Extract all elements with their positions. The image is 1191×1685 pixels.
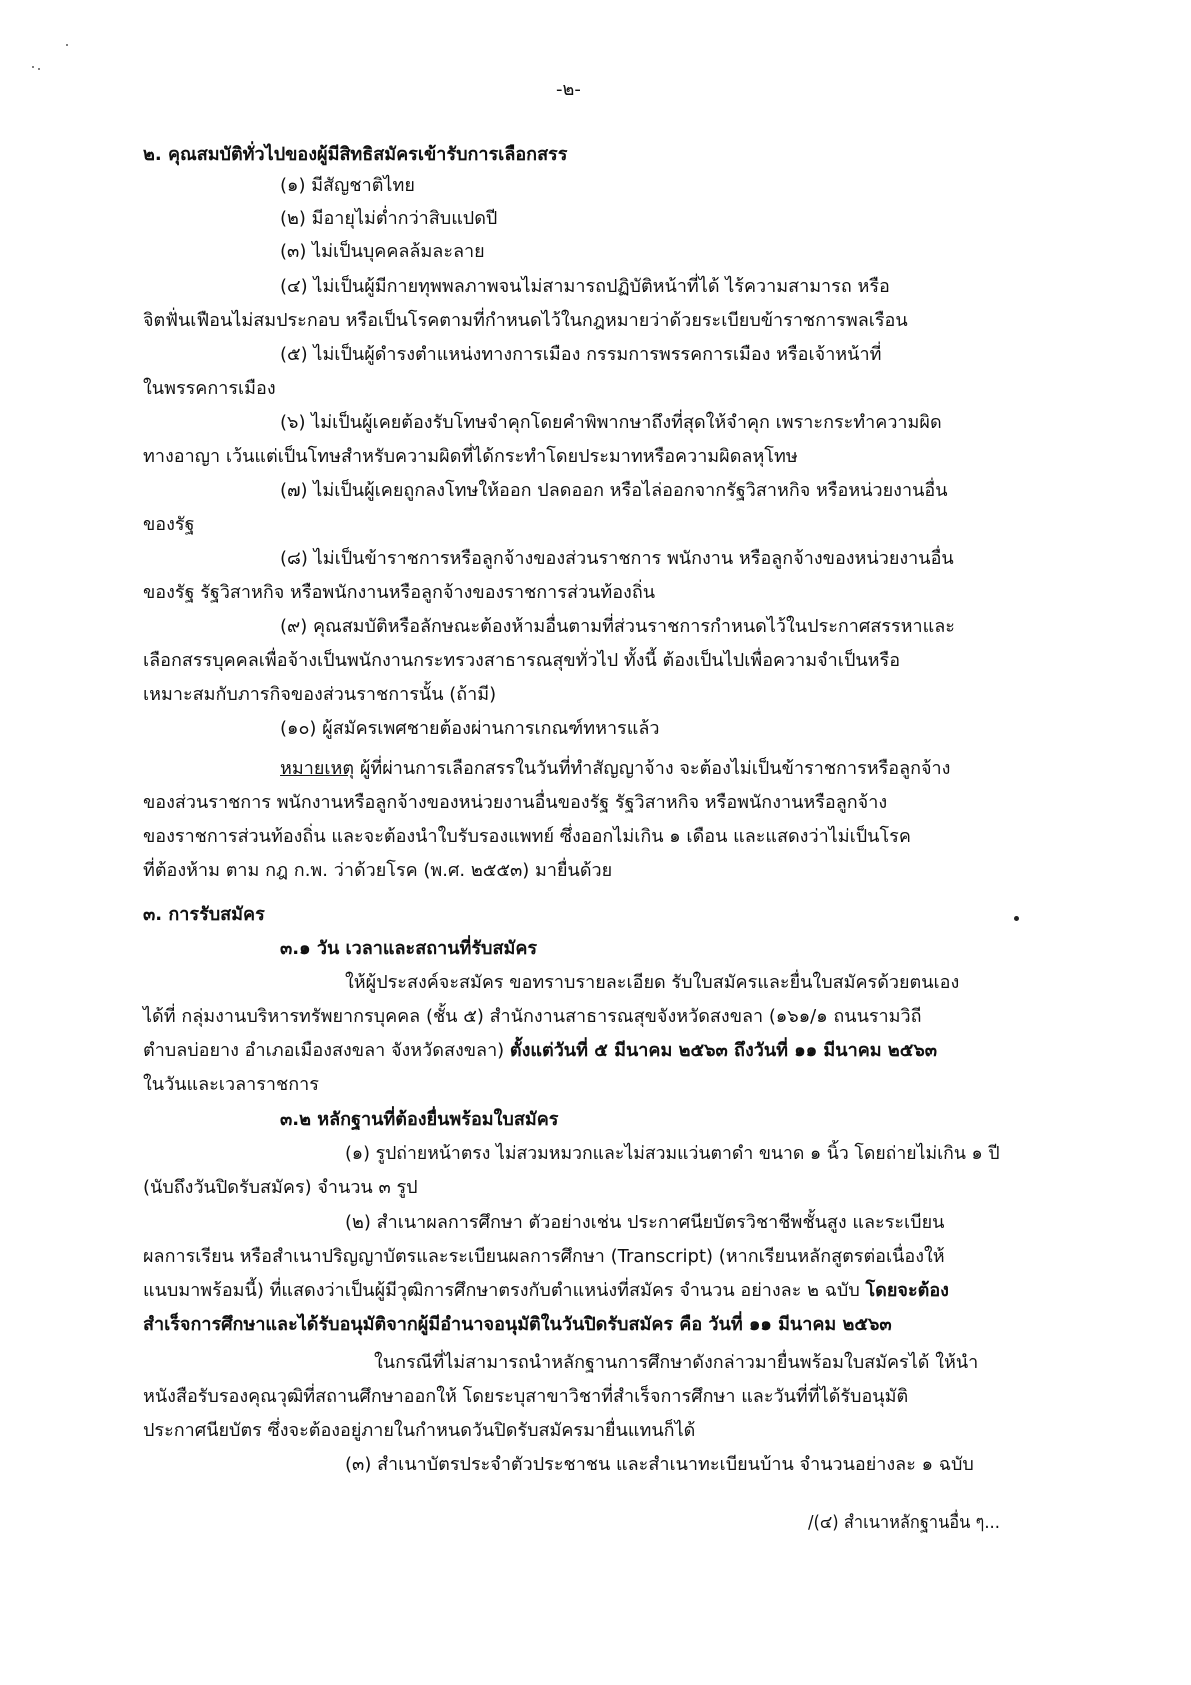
section-3-1-heading: ๓.๑ วัน เวลาและสถานที่รับสมัคร: [280, 938, 538, 959]
section-2-heading: ๒. คุณสมบัติทั่วไปของผู้มีสิทธิสมัครเข้ารับการเลือกสรร: [143, 144, 568, 165]
application-dates: ตั้งแต่วันที่ ๕ มีนาคม ๒๕๖๓ ถึงวันที่ ๑๑ มีนาคม ๒๕๖๓: [509, 1040, 938, 1061]
note-label: หมายเหตุ: [280, 758, 355, 779]
scan-speck: [32, 66, 34, 68]
qualification-item-7-cont: ของรัฐ: [143, 514, 195, 535]
alternative-paragraph-line-1: ในกรณีที่ไม่สามารถนำหลักฐานการศึกษาดังกล่าวมายื่นพร้อมใบสมัครได้ ให้นำ: [374, 1352, 979, 1373]
qualification-item-5-cont: ในพรรคการเมือง: [143, 378, 276, 399]
qualification-item-8: (๘) ไม่เป็นข้าราชการหรือลูกจ้างของส่วนราชการ พนักงาน หรือลูกจ้างของหน่วยงานอื่น: [280, 548, 954, 569]
document-item-1-cont: (นับถึงวันปิดรับสมัคร) จำนวน ๓ รูป: [143, 1177, 418, 1198]
qualification-item-6: (๖) ไม่เป็นผู้เคยต้องรับโทษจำคุกโดยคำพิพากษาถึงที่สุดให้จำคุก เพราะกระทำความผิด: [280, 412, 942, 433]
scan-speck: [38, 68, 40, 70]
application-place-line-3: [143, 1039, 937, 1063]
note-text: ผู้ที่ผ่านการเลือกสรรในวันที่ทำสัญญาจ้าง จะต้องไม่เป็นข้าราชการหรือลูกจ้าง: [354, 758, 951, 779]
section-3-heading: ๓. การรับสมัคร: [143, 904, 265, 925]
address-text: ตำบลบ่อยาง อำเภอเมืองสงขลา จังหวัดสงขลา): [143, 1040, 510, 1061]
alternative-paragraph-line-3: ประกาศนียบัตร ซึ่งจะต้องอยู่ภายในกำหนดวันปิดรับสมัครมายื่นแทนก็ได้: [143, 1420, 696, 1441]
application-place-line-1: ให้ผู้ประสงค์จะสมัคร ขอทราบรายละเอียด รับใบสมัครและยื่นใบสมัครด้วยตนเอง: [345, 972, 960, 993]
qualification-item-4: (๔) ไม่เป็นผู้มีกายทุพพลภาพจนไม่สามารถปฏิบัติหน้าที่ได้ ไร้ความสามารถ หรือ: [280, 276, 890, 297]
education-condition-start: โดยจะต้อง: [865, 1280, 949, 1301]
document-item-3: (๓) สำเนาบัตรประจำตัวประชาชน และสำเนาทะเบียนบ้าน จำนวนอย่างละ ๑ ฉบับ: [345, 1454, 974, 1475]
document-item-2-cont-2: [143, 1279, 949, 1303]
page-number: -๒-: [556, 79, 581, 100]
qualification-item-9: (๙) คุณสมบัติหรือลักษณะต้องห้ามอื่นตามที่ส่วนราชการกำหนดไว้ในประกาศสรรหาและ: [280, 616, 955, 637]
scan-speck: [66, 44, 68, 46]
note-line-2: ของส่วนราชการ พนักงานหรือลูกจ้างของหน่วยงานอื่นของรัฐ รัฐวิสาหกิจ หรือพนักงานหรือลูกจ้าง: [143, 792, 888, 813]
continuation-marker: /(๔) สำเนาหลักฐานอื่น ๆ...: [808, 1512, 1000, 1533]
qualification-item-6-cont: ทางอาญา เว้นแต่เป็นโทษสำหรับความผิดที่ได้กระทำโดยประมาทหรือความผิดลหุโทษ: [143, 446, 798, 467]
education-copy-text: แนบมาพร้อมนี้) ที่แสดงว่าเป็นผู้มีวุฒิการศึกษาตรงกับตำแหน่งที่สมัคร จำนวน อย่างละ ๒ ฉบับ: [143, 1280, 866, 1301]
note-line-3: ของราชการส่วนท้องถิ่น และจะต้องนำใบรับรองแพทย์ ซึ่งออกไม่เกิน ๑ เดือน และแสดงว่าไม่เป็นโรค: [143, 826, 911, 847]
qualification-item-2: (๒) มีอายุไม่ต่ำกว่าสิบแปดปี: [280, 208, 498, 229]
qualification-item-10: (๑๐) ผู้สมัครเพศชายต้องผ่านการเกณฑ์ทหารแล้ว: [280, 718, 660, 739]
alternative-paragraph-line-2: หนังสือรับรองคุณวุฒิที่สถานศึกษาออกให้ โดยระบุสาขาวิชาที่สำเร็จการศึกษา และวันที่ที่ได้รับอนุมัติ: [143, 1386, 909, 1407]
qualification-item-8-cont: ของรัฐ รัฐวิสาหกิจ หรือพนักงานหรือลูกจ้างของราชการส่วนท้องถิ่น: [143, 582, 656, 603]
document-item-2-cont-3: สำเร็จการศึกษาและได้รับอนุมัติจากผู้มีอำนาจอนุมัติในวันปิดรับสมัคร คือ วันที่ ๑๑ มีนาคม ๒๕๖๓: [143, 1314, 892, 1335]
note-line-4: ที่ต้องห้าม ตาม กฎ ก.พ. ว่าด้วยโรค (พ.ศ. ๒๕๕๓) มายื่นด้วย: [143, 860, 613, 881]
qualification-item-3: (๓) ไม่เป็นบุคคลล้มละลาย: [280, 241, 485, 262]
scan-dot: [1014, 916, 1019, 921]
document-item-1: (๑) รูปถ่ายหน้าตรง ไม่สวมหมวกและไม่สวมแว่นตาดำ ขนาด ๑ นิ้ว โดยถ่ายไม่เกิน ๑ ปี: [345, 1143, 1000, 1164]
qualification-item-5: (๕) ไม่เป็นผู้ดำรงตำแหน่งทางการเมือง กรรมการพรรคการเมือง หรือเจ้าหน้าที่: [280, 344, 882, 365]
qualification-item-9-cont: เลือกสรรบุคคลเพื่อจ้างเป็นพนักงานกระทรวงสาธารณสุขทั่วไป ทั้งนี้ ต้องเป็นไปเพื่อความจำเป็นหรือ: [143, 650, 901, 671]
section-3-2-heading: ๓.๒ หลักฐานที่ต้องยื่นพร้อมใบสมัคร: [280, 1109, 559, 1130]
note-first-line: [280, 757, 950, 781]
document-item-2-cont: ผลการเรียน หรือสำเนาปริญญาบัตรและระเบียนผลการศึกษา (Transcript) (หากเรียนหลักสูตรต่อเนื่องให้: [143, 1246, 945, 1267]
document-item-2: (๒) สำเนาผลการศึกษา ตัวอย่างเช่น ประกาศนียบัตรวิชาชีพชั้นสูง และระเบียน: [345, 1212, 945, 1233]
qualification-item-1: (๑) มีสัญชาติไทย: [280, 175, 415, 196]
application-place-line-2: ได้ที่ กลุ่มงานบริหารทรัพยากรบุคคล (ชั้น ๕) สำนักงานสาธารณสุขจังหวัดสงขลา (๑๖๑/๑ ถนนรามวิถี: [143, 1006, 922, 1027]
application-place-line-4: ในวันและเวลาราชการ: [143, 1074, 319, 1095]
qualification-item-9-cont-2: เหมาะสมกับภารกิจของส่วนราชการนั้น (ถ้ามี): [143, 684, 497, 705]
qualification-item-4-cont: จิตฟั่นเฟือนไม่สมประกอบ หรือเป็นโรคตามที่กำหนดไว้ในกฎหมายว่าด้วยระเบียบข้าราชการพลเรือน: [143, 310, 908, 331]
qualification-item-7: (๗) ไม่เป็นผู้เคยถูกลงโทษให้ออก ปลดออก หรือไล่ออกจากรัฐวิสาหกิจ หรือหน่วยงานอื่น: [280, 480, 948, 501]
